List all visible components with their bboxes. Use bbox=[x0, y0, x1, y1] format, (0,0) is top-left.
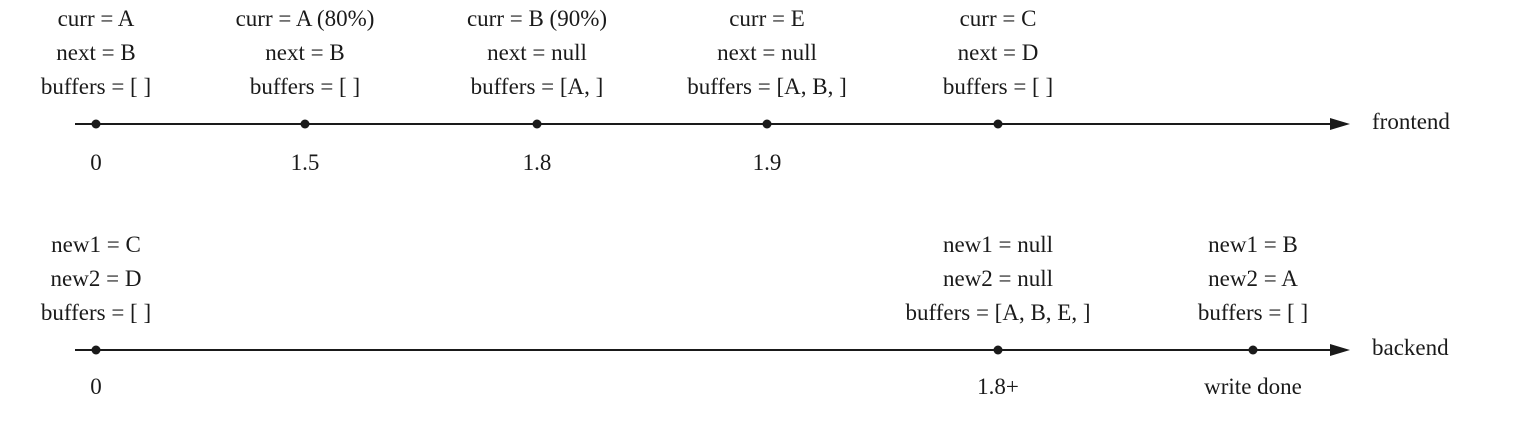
frontend-axis-label: frontend bbox=[1372, 109, 1450, 134]
new1-value: new1 = B bbox=[1208, 232, 1298, 257]
backend-arrow-head bbox=[1330, 344, 1350, 356]
backend-axis-line bbox=[75, 349, 1330, 351]
frontend-event-dot bbox=[994, 120, 1003, 129]
buffers-value: buffers = [A, B, E, ] bbox=[905, 300, 1091, 325]
frontend-state-3 bbox=[687, 2, 846, 104]
curr-value: curr = A bbox=[57, 6, 135, 31]
backend-tick-label: 0 bbox=[90, 374, 102, 399]
frontend-tick-label: 1.9 bbox=[752, 150, 782, 175]
backend-state-1 bbox=[905, 228, 1090, 330]
next-value: next = null bbox=[717, 40, 817, 65]
curr-value: curr = C bbox=[959, 6, 1037, 31]
backend-event-dot bbox=[994, 346, 1003, 355]
frontend-state-2 bbox=[467, 2, 607, 104]
backend-tick-label: write done bbox=[1204, 374, 1302, 399]
buffers-value: buffers = [ ] bbox=[249, 74, 361, 99]
frontend-tick-label: 0 bbox=[90, 150, 102, 175]
new1-value: new1 = null bbox=[942, 232, 1054, 257]
frontend-axis-line bbox=[75, 123, 1330, 125]
backend-event-dot bbox=[1249, 346, 1258, 355]
frontend-state-1 bbox=[236, 2, 375, 104]
frontend-event-dot bbox=[763, 120, 772, 129]
frontend-tick-label: 1.8 bbox=[522, 150, 552, 175]
buffers-value: buffers = [A, B, ] bbox=[687, 74, 847, 99]
backend-event-dot bbox=[92, 346, 101, 355]
new2-value: new2 = A bbox=[1208, 266, 1298, 291]
curr-value: curr = A (80%) bbox=[235, 6, 375, 31]
frontend-timeline bbox=[0, 0, 1514, 210]
next-value: next = B bbox=[56, 40, 136, 65]
next-value: next = null bbox=[487, 40, 587, 65]
curr-value: curr = B (90%) bbox=[466, 6, 608, 31]
frontend-event-dot bbox=[92, 120, 101, 129]
backend-axis-label: backend bbox=[1372, 335, 1449, 360]
frontend-event-dot bbox=[301, 120, 310, 129]
next-value: next = B bbox=[265, 40, 345, 65]
curr-value: curr = E bbox=[729, 6, 805, 31]
frontend-state-4 bbox=[943, 2, 1053, 104]
frontend-tick-label: 1.5 bbox=[290, 150, 320, 175]
buffers-value: buffers = [ ] bbox=[942, 74, 1054, 99]
new2-value: new2 = D bbox=[50, 266, 142, 291]
frontend-arrow-head bbox=[1330, 118, 1350, 130]
backend-timeline bbox=[0, 228, 1514, 438]
frontend-event-dot bbox=[533, 120, 542, 129]
next-value: next = D bbox=[957, 40, 1039, 65]
buffers-value: buffers = [ ] bbox=[40, 300, 152, 325]
buffers-value: buffers = [ ] bbox=[1197, 300, 1309, 325]
backend-state-2 bbox=[1198, 228, 1308, 330]
new2-value: new2 = null bbox=[942, 266, 1054, 291]
buffers-value: buffers = [ ] bbox=[40, 74, 152, 99]
backend-tick-label: 1.8+ bbox=[977, 374, 1019, 399]
buffers-value: buffers = [A, ] bbox=[470, 74, 604, 99]
backend-state-0 bbox=[41, 228, 151, 330]
new1-value: new1 = C bbox=[51, 232, 141, 257]
frontend-state-0 bbox=[41, 2, 151, 104]
